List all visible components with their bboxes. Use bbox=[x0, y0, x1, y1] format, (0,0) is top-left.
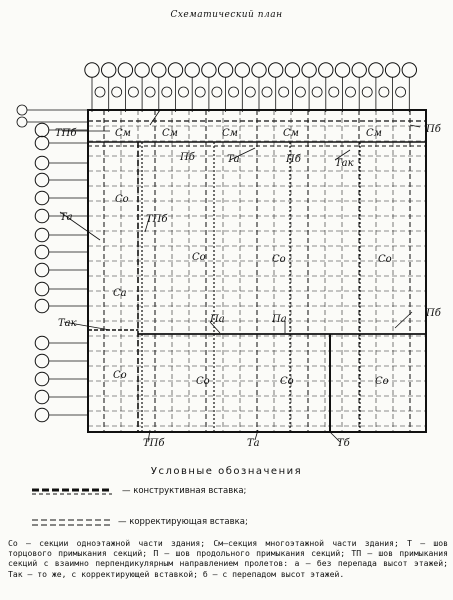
column-marker-small bbox=[279, 87, 289, 97]
column-marker bbox=[85, 63, 99, 77]
label-co-2: Co bbox=[272, 254, 286, 265]
row-marker bbox=[35, 173, 49, 187]
column-marker bbox=[202, 63, 216, 77]
row-marker bbox=[35, 263, 49, 277]
row-marker bbox=[35, 156, 49, 170]
label-pb-2: Пб bbox=[286, 154, 301, 165]
label-co-left-1: Co bbox=[115, 194, 129, 205]
column-marker-small bbox=[312, 87, 322, 97]
column-marker-small bbox=[262, 87, 272, 97]
label-co-1: Co bbox=[192, 252, 206, 263]
label-pa-2: Пa bbox=[272, 314, 287, 325]
plan-title: Схематический план bbox=[170, 10, 283, 20]
column-marker bbox=[369, 63, 383, 77]
column-marker bbox=[285, 63, 299, 77]
column-marker-small bbox=[195, 87, 205, 97]
plan-labels bbox=[55, 124, 442, 449]
left-row-markers bbox=[17, 105, 88, 422]
column-marker bbox=[218, 63, 232, 77]
column-marker bbox=[402, 63, 416, 77]
column-marker bbox=[102, 63, 116, 77]
row-marker bbox=[35, 136, 49, 150]
column-marker bbox=[335, 63, 349, 77]
column-marker bbox=[385, 63, 399, 77]
label-pb-1: Пб bbox=[180, 152, 195, 163]
label-co-6: Co bbox=[375, 376, 389, 387]
column-marker bbox=[235, 63, 249, 77]
column-marker-small bbox=[245, 87, 255, 97]
column-marker bbox=[252, 63, 266, 77]
row-marker bbox=[35, 282, 49, 296]
label-ta-left: Тa bbox=[60, 212, 73, 223]
label-tb-bottom: Тб bbox=[337, 438, 350, 449]
column-marker-small bbox=[229, 87, 239, 97]
label-cm-5: Cм bbox=[366, 128, 382, 139]
label-ta-top: Тa bbox=[227, 154, 240, 165]
column-marker-small bbox=[162, 87, 172, 97]
column-marker-small bbox=[95, 87, 105, 97]
column-marker bbox=[118, 63, 132, 77]
column-marker-small bbox=[362, 87, 372, 97]
row-marker bbox=[35, 209, 49, 223]
label-co-5: Co bbox=[280, 376, 294, 387]
label-ca-left: Cа bbox=[113, 288, 127, 299]
label-co-3: Co bbox=[378, 254, 392, 265]
row-marker-small bbox=[17, 117, 27, 127]
legend-heading: Условные обозначения bbox=[150, 466, 303, 477]
label-cm-4: Cм bbox=[283, 128, 299, 139]
row-marker bbox=[35, 123, 49, 137]
row-marker bbox=[35, 191, 49, 205]
label-tpb-top: ТПб bbox=[55, 128, 77, 139]
label-pb-right: Пб bbox=[426, 124, 441, 135]
row-marker-small bbox=[17, 105, 27, 115]
label-pb-lower: Пб bbox=[426, 308, 441, 319]
column-marker bbox=[168, 63, 182, 77]
label-tak-top: Тaк bbox=[335, 158, 354, 169]
row-marker bbox=[35, 354, 49, 368]
column-marker-small bbox=[145, 87, 155, 97]
label-tak-left: Тaк bbox=[58, 318, 77, 329]
legend-notes: Со — секции одноэтажной части здания; См—секция многоэтажной части здания; Т — шов торцового примыкания секций; П — шов продольного примыкания секций; ТП — шов примыкания секций с взаимно перпендикулярным направлением пролетов: а — без перепада высот этажей; Так — то же, с корректирующей вставкой; б — с перепадом высот этажей. bbox=[8, 538, 448, 579]
top-column-markers bbox=[85, 63, 417, 112]
column-marker bbox=[302, 63, 316, 77]
label-cm-3: Cм bbox=[222, 128, 238, 139]
column-marker-small bbox=[112, 87, 122, 97]
label-tpb-bottom: ТПб bbox=[143, 438, 165, 449]
column-marker bbox=[269, 63, 283, 77]
column-marker bbox=[135, 63, 149, 77]
row-marker bbox=[35, 299, 49, 313]
row-marker bbox=[35, 336, 49, 350]
column-marker-small bbox=[295, 87, 305, 97]
label-ta-bottom: Тa bbox=[247, 438, 260, 449]
row-marker bbox=[35, 372, 49, 386]
legend-item-structural-insert: — конструктивная вставка; bbox=[122, 486, 247, 496]
label-tpb-mid: ТПб bbox=[146, 214, 168, 225]
column-marker-small bbox=[128, 87, 138, 97]
column-marker bbox=[319, 63, 333, 77]
column-marker bbox=[352, 63, 366, 77]
label-co-4: Co bbox=[196, 376, 210, 387]
column-marker-small bbox=[212, 87, 222, 97]
column-marker-small bbox=[179, 87, 189, 97]
column-marker-small bbox=[396, 87, 406, 97]
legend-symbols bbox=[32, 490, 112, 525]
row-marker bbox=[35, 245, 49, 259]
row-marker bbox=[35, 390, 49, 404]
column-marker bbox=[185, 63, 199, 77]
label-cm-2: Cм bbox=[162, 128, 178, 139]
column-marker bbox=[152, 63, 166, 77]
row-marker bbox=[35, 228, 49, 242]
column-marker-small bbox=[379, 87, 389, 97]
row-marker bbox=[35, 408, 49, 422]
label-cm-1: Cм bbox=[115, 128, 131, 139]
label-pa-1: Пa bbox=[210, 314, 225, 325]
legend-item-correcting-insert: — корректирующая вставка; bbox=[118, 517, 248, 527]
column-marker-small bbox=[329, 87, 339, 97]
label-co-left-2: Co bbox=[113, 370, 127, 381]
column-marker-small bbox=[346, 87, 356, 97]
